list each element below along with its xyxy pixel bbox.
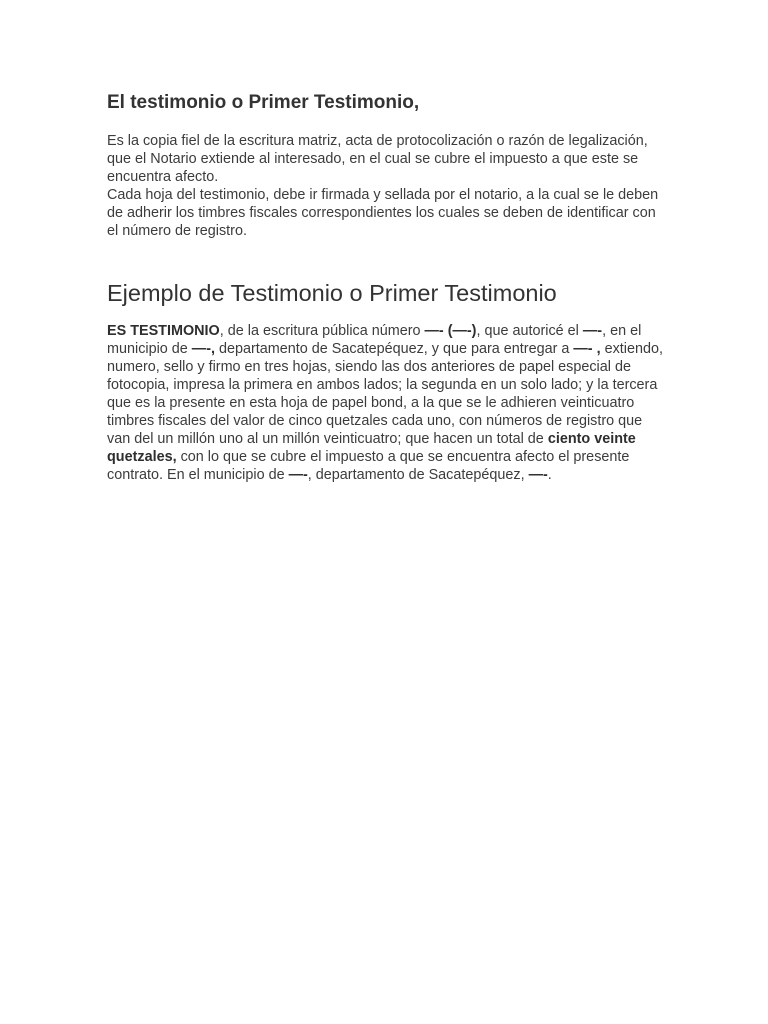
document-page (107, 88, 663, 484)
example-text-7: , departamento de Sacatepéquez, (307, 467, 529, 483)
example-heading: Ejemplo de Testimonio o Primer Testimonio (107, 280, 557, 306)
example-testimonio-paragraph (107, 322, 663, 484)
example-text-2: , que autoricé el (476, 323, 583, 339)
section-heading-primer-testimonio: El testimonio o Primer Testimonio, (107, 92, 420, 113)
definition-paragraph (107, 132, 663, 240)
total-quetzales: ciento veinte quetzales, (107, 431, 636, 465)
example-text-1: , de la escritura pública número (219, 323, 425, 339)
example-text-4: departamento de Sacatepéquez, y que para entregar a (214, 341, 574, 357)
definition-text: Es la copia fiel de la escritura matriz, acta de protocolización o razón de legalización, que el Notario extiende al interesado, en el cual se cubre el impuesto a que este se encuentra afecto. (107, 133, 648, 185)
es-testimonio-lead: ES TESTIMONIO (107, 323, 220, 339)
example-text-3: , en el municipio de (107, 323, 642, 357)
example-text-6: con lo que se cubre el impuesto a que se encuentra afecto el presente contrato. En el municipio de (107, 449, 630, 483)
blank-municipio: —-, (191, 341, 215, 357)
signature-requirement-text: Cada hoja del testimonio, debe ir firmada y sellada por el notario, a la cual se le deben de adherir los timbres fiscales correspondientes los cuales se deben de identificar con el número de registro. (107, 187, 659, 239)
blank-numero: —- (—-) (424, 323, 477, 339)
blank-interesado: —- , (573, 341, 601, 357)
blank-fecha: —- (582, 323, 603, 339)
blank-fecha-final: —- (528, 467, 548, 483)
blank-municipio-final: —- (288, 467, 308, 483)
example-text-5: extiendo, numero, sello y firmo en tres hojas, siendo las dos anteriores de papel especial de fotocopia, impresa la primera en ambos lados; la segunda en un solo lado; y la tercera que es la presente en esta hoja de papel bond, a la que se le adhieren veinticuatro timbres fiscales del valor de cinco quetzales cada uno, con números de registro que van del un millón uno al un millón veinticuatro; que hacen un total de (107, 341, 663, 447)
example-text-8: . (547, 467, 552, 483)
